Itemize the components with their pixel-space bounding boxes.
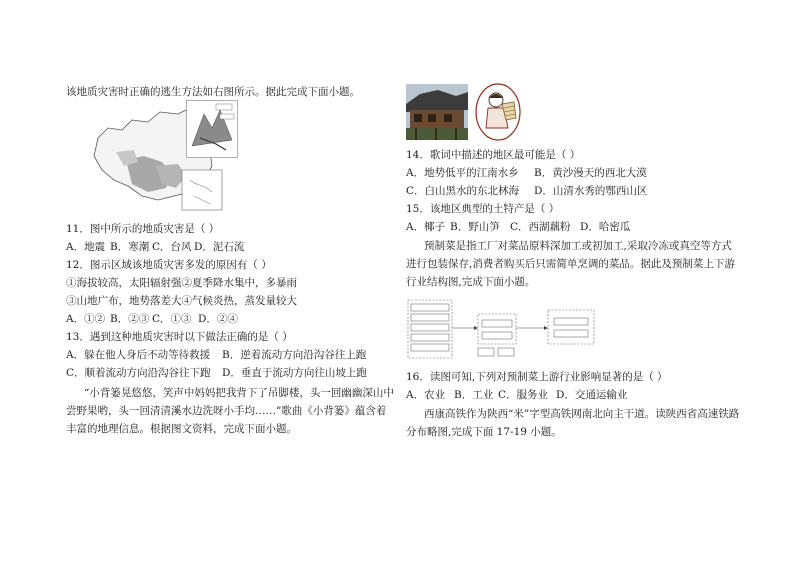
industry-structure-svg — [406, 292, 598, 362]
midstream-group — [478, 314, 516, 344]
q13-option-b[interactable]: B．逆着流动方向沿沟谷往上跑 — [222, 349, 367, 361]
q12-option-d[interactable]: D．②④ — [198, 313, 238, 325]
q14-option-c[interactable]: C．白山黑水的东北林海 — [406, 185, 520, 197]
window — [414, 114, 422, 122]
q13-stem: 13．遇到这种地质灾害时以下做法正确的是（ ） — [66, 331, 293, 343]
prepared-food-line-2: 进行包装保存,消费者购买后只需简单烹调的菜品。据此及预制菜上下游 — [406, 258, 735, 270]
q12-reasons-1: ①海拔较高，太阳辐射强②夏季降水集中，多暴雨 — [66, 277, 297, 289]
south-sea-inset — [182, 170, 222, 210]
q14-option-b[interactable]: B．黄沙漫天的西北大漠 — [534, 167, 647, 179]
q15-options — [406, 220, 630, 234]
q14-stem: 14．歌词中描述的地区最可能是（ ） — [406, 149, 581, 161]
diagram-label-box — [220, 114, 234, 119]
upstream-box — [411, 334, 449, 341]
china-map-figure — [86, 100, 226, 212]
q11-option-d[interactable]: D．泥石流 — [194, 241, 245, 253]
midstream-box — [482, 332, 512, 339]
stilt-house-svg — [406, 84, 468, 140]
passage-line-3: 丰富的地理信息。根据图文资料，完成下面小题。 — [66, 423, 297, 435]
diagram-label-box — [216, 104, 232, 110]
q12-options — [66, 312, 238, 326]
q14-option-d[interactable]: D．山清水秀的鄂西山区 — [534, 185, 648, 197]
upstream-box — [411, 314, 449, 321]
q15-option-a[interactable]: A．椰子 — [406, 221, 446, 233]
q15-option-c[interactable]: C．西湖藕粉 — [510, 221, 571, 233]
midstream-box — [482, 320, 512, 327]
shaanxi-line-1: 西康高铁作为陕西“米”字型高铁网南北向主干道。读陕西省高速铁路 — [424, 408, 740, 420]
upstream-box — [411, 344, 449, 351]
prepared-food-line-3: 行业结构图,完成下面小题。 — [406, 276, 536, 288]
downstream-group — [548, 310, 594, 344]
q16-option-d[interactable]: D．交通运输业 — [556, 389, 628, 401]
q12-reasons-2: ③山地广布，地势落差大④气候炎热，蒸发量较大 — [66, 295, 297, 307]
q16-option-c[interactable]: C．服务业 — [498, 389, 549, 401]
q11-option-a[interactable]: A．地震 — [66, 241, 106, 253]
prepared-food-line-1: 预制菜是指工厂对菜品原料深加工或初加工,采取冷冻或真空等方式 — [424, 240, 732, 252]
window — [444, 114, 452, 122]
q13-option-d[interactable]: D．垂直于流动方向往山坡上跑 — [222, 367, 367, 379]
q15-stem: 15．该地区典型的土特产是（ ） — [406, 203, 560, 215]
back-basket-girl-drawing — [474, 82, 522, 142]
q15-option-d[interactable]: D．哈密瓜 — [580, 221, 631, 233]
q11-option-c[interactable]: C．台风 — [152, 241, 192, 253]
q12-stem: 12．图示区域该地质灾害多发的原因有（ ） — [66, 259, 272, 271]
arrow-head — [474, 326, 478, 330]
industry-structure-diagram — [406, 292, 598, 362]
stilt-house-photo — [406, 84, 468, 140]
q16-options — [406, 388, 627, 402]
arrow-head — [544, 326, 548, 330]
q12-option-a[interactable]: A．①② — [66, 313, 106, 325]
upstream-box — [411, 304, 449, 311]
downstream-box — [554, 318, 588, 325]
q16-option-a[interactable]: A．农业 — [406, 389, 446, 401]
logistics-box — [478, 348, 494, 356]
debris-flow-escape-diagram — [186, 100, 238, 158]
q12-option-c[interactable]: C．①③ — [152, 313, 192, 325]
intro-text: 该地质灾害时正确的逃生方法如右图所示。据此完成下面小题。 — [66, 86, 360, 98]
shaanxi-line-2: 分布略图,完成下面 17-19 小题。 — [406, 426, 562, 438]
passage-line-2: 尝野果哟，头一回清清溪水边洗呀小手均……”歌曲《小背篓》蕴含着 — [66, 405, 387, 417]
q11-stem: 11．图中所示的地质灾害是（ ） — [66, 223, 220, 235]
q12-option-b[interactable]: B．②③ — [110, 313, 150, 325]
downstream-box — [554, 330, 588, 337]
q11-option-b[interactable]: B．寒潮 — [110, 241, 150, 253]
q16-option-b[interactable]: B．工业 — [454, 389, 494, 401]
window — [428, 114, 436, 122]
q15-option-b[interactable]: B．野山笋 — [450, 221, 500, 233]
q14-option-a[interactable]: A．地势低平的江南水乡 — [406, 167, 519, 179]
passage-line-1: “小背篓晃悠悠，笑声中妈妈把我背下了吊脚楼，头一回幽幽深山中 — [84, 387, 394, 399]
logistics-box — [498, 348, 514, 356]
back-basket-girl-svg — [474, 82, 522, 142]
upstream-box — [411, 324, 449, 331]
q13-option-a[interactable]: A．躲在他人身后不动等待救援 — [66, 349, 211, 361]
q13-option-c[interactable]: C．顺着流动方向沿沟谷往下跑 — [66, 367, 211, 379]
q16-stem: 16．读图可知,下列对预制菜上游行业影响显著的是（ ） — [406, 371, 668, 383]
q11-options — [66, 240, 244, 254]
